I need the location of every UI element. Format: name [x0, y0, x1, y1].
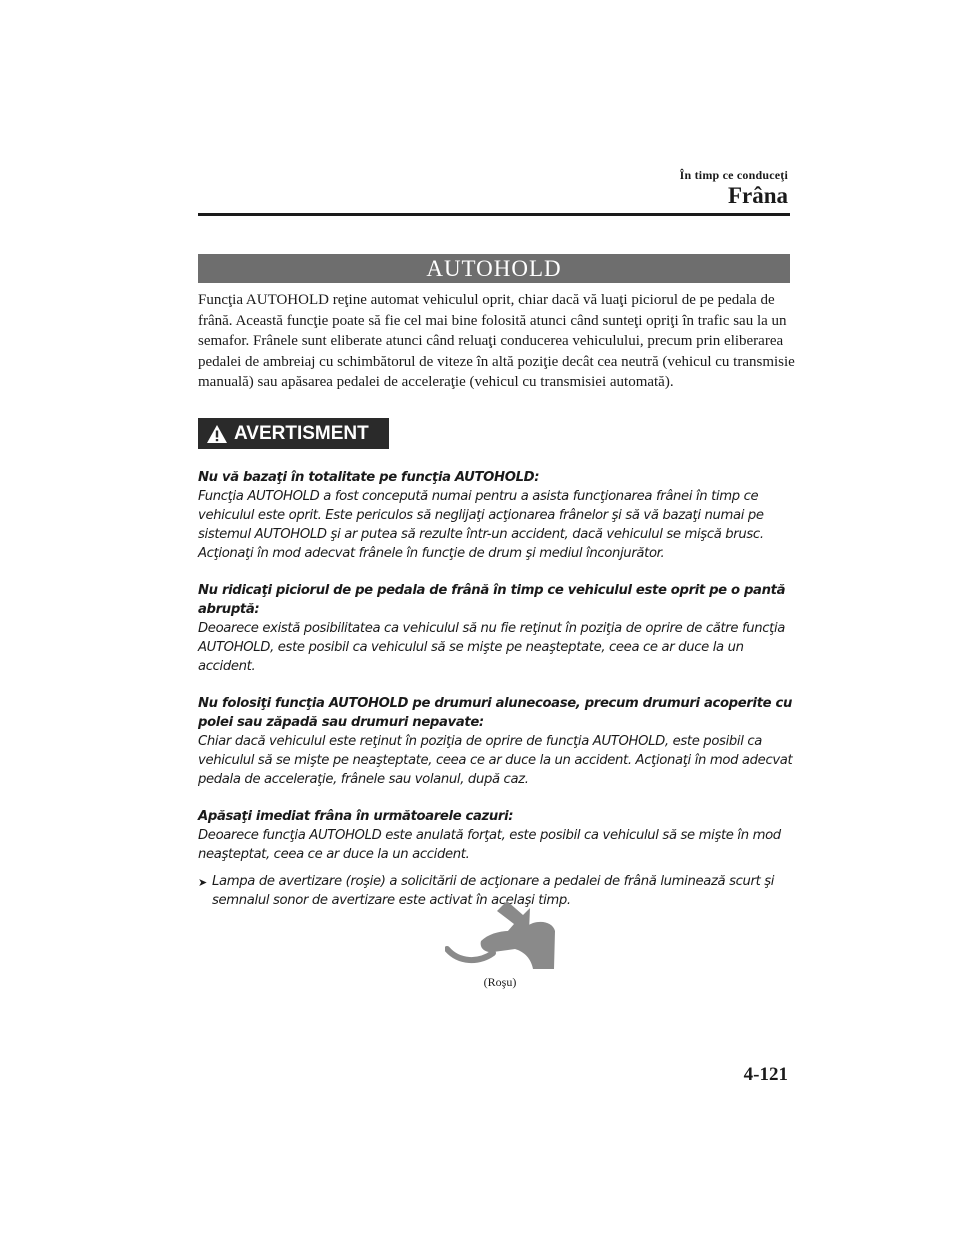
- autohold-heading-bar: [198, 254, 790, 283]
- warning-item-heading: Nu folosiţi funcţia AUTOHOLD pe drumuri alunecoase, precum drumuri acoperite cu polei sau zăpadă sau drumuri nepavate:: [198, 696, 792, 730]
- warning-banner: [198, 418, 389, 449]
- warning-item-body: Deoarece există posibilitatea ca vehiculul să nu fie reţinut în poziţia de oprire de către funcţia AUTOHOLD, este posibil ca vehiculul să se mişte pe neaşteptate, ceea ce ar duce la un accident.: [198, 621, 786, 674]
- bullet-arrow-icon: ➤: [198, 876, 207, 889]
- header-divider: [198, 213, 790, 216]
- warning-item-body: Funcţia AUTOHOLD a fost concepută numai pentru a asista funcţionarea frânei în timp ce vehiculul este oprit. Este periculos să neglijaţi acţionarea frânelor şi să vă bazaţi numai pe sistemul AUTOHOLD şi ar putea să rezulte într-un accident, dacă vehiculul se mişcă brusc. Acţionaţi în mod adecvat frânele în funcţie de drum şi mediul înconjurător.: [198, 489, 764, 561]
- autohold-heading: AUTOHOLD: [426, 255, 562, 281]
- warning-triangle-icon: [206, 424, 228, 444]
- warning-item-body: Chiar dacă vehiculul este reţinut în poziţia de oprire de funcţia AUTOHOLD, este posibil ca vehiculul să se mişte pe neaşteptate, ceea ce ar duce la un accident. Acţionaţi în mod adecvat pedala de acceleraţie, frânele sau volanul, după caz.: [198, 734, 793, 787]
- warning-item-heading: Nu ridicaţi piciorul de pe pedala de frână în timp ce vehiculul este oprit pe o pantă abruptă:: [198, 583, 786, 617]
- page-number: 4-121: [743, 1064, 788, 1085]
- section-title: Frâna: [727, 183, 788, 208]
- warning-item: [198, 694, 798, 789]
- warning-item: [198, 468, 798, 563]
- warning-content: [198, 468, 798, 910]
- figure-caption: (Roşu): [483, 975, 517, 989]
- warning-item-body: Deoarece funcţia AUTOHOLD este anulată forţat, este posibil ca vehiculul să se mişte în mod neaşteptat, ceea ce ar duce la un accident.: [198, 828, 781, 862]
- warning-bullet-text: Lampa de avertizare (roşie) a solicitării de acţionare a pedalei de frână luminează scurt şi semnalul sonor de avertizare este activat în acelaşi timp.: [212, 874, 775, 908]
- brake-pedal-warning-icon: [445, 897, 560, 972]
- chapter-title: În timp ce conduceţi: [679, 168, 788, 182]
- autohold-intro: Funcţia AUTOHOLD reţine automat vehiculul oprit, chiar dacă vă luaţi piciorul de pe pedala de frână. Această funcţie poate să fie cel mai bine folosită atunci când sunteţi opriţi în trafic sau la un semafor. Frânele sunt eliberate atunci când reluaţi conducerea vehiculului, precum prin eliberarea pedalei de ambreiaj cu schimbătorul de viteze în altă poziţie decât cea neutră (vehicul cu transmisie manuală) sau apăsarea pedalei de acceleraţie (vehicul cu transmisiei automată).: [198, 292, 795, 390]
- warning-item-heading: Apăsaţi imediat frâna în următoarele cazuri:: [198, 809, 514, 824]
- warning-item-heading: Nu vă bazaţi în totalitate pe funcţia AUTOHOLD:: [198, 470, 540, 485]
- warning-item: [198, 581, 798, 676]
- warning-item: [198, 807, 798, 864]
- warning-label: AVERTISMENT: [234, 422, 369, 444]
